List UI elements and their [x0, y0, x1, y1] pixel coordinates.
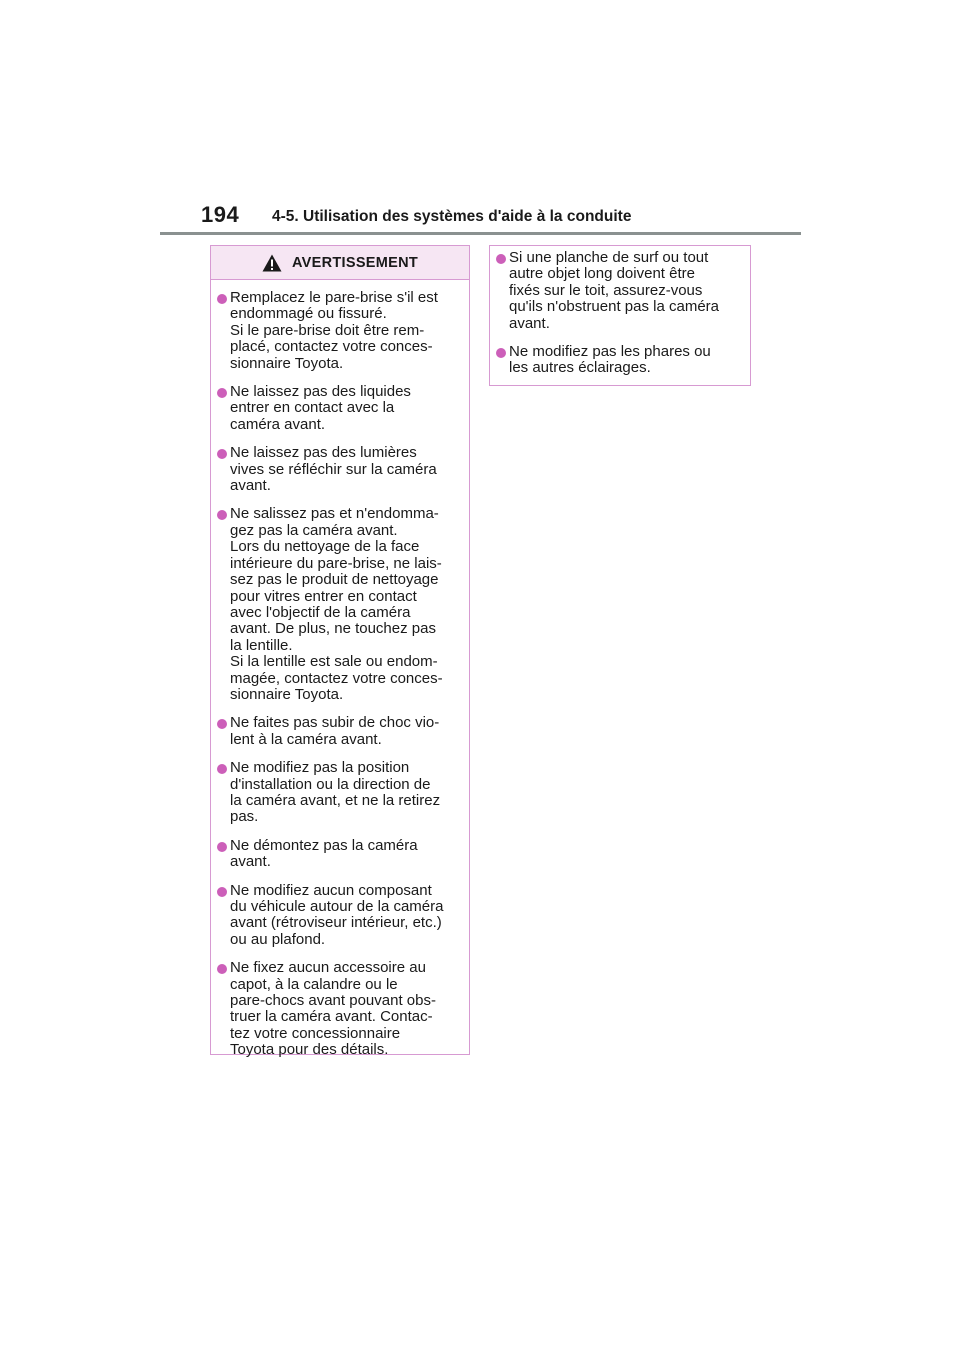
warning-box — [210, 245, 470, 1059]
item-text: Ne laissez pas des lumières vives se réfléchir sur la caméra avant. — [230, 444, 437, 495]
bullet-icon — [217, 764, 227, 774]
list-item — [217, 760, 463, 826]
list-item — [217, 883, 463, 949]
list-item — [496, 344, 744, 377]
list-item — [496, 250, 744, 332]
item-text: Si une planche de surf ou tout autre objet long doivent être fixés sur le toit, assurez-vous qu'ils n'obstruent pas la caméra avant. — [509, 249, 720, 332]
bullet-icon — [217, 294, 227, 304]
list-item — [217, 838, 463, 871]
warning-continued-box — [489, 245, 751, 386]
bullet-icon — [217, 719, 227, 729]
item-text: Ne salissez pas et n'endomma- gez pas la caméra avant. Lors du nettoyage de la face intérieure du pare-brise, ne lais- sez pas le produit de nettoyage pour vitres entrer en contact avec l'objectif de la caméra avant. De plus, ne touchez pas la lentille. Si la lentille est sale ou endom- magée, contactez votre conces- sionnaire Toyota. — [230, 505, 443, 703]
list-item — [217, 290, 463, 372]
bullet-icon — [217, 964, 227, 974]
item-text: Ne démontez pas la caméra avant. — [230, 836, 418, 871]
list-item — [217, 960, 463, 1058]
list-item — [217, 715, 463, 748]
item-text: Ne modifiez aucun composant du véhicule autour de la caméra avant (rétroviseur intérieur, etc.) ou au plafond. — [230, 881, 444, 948]
warning-triangle-icon — [262, 254, 282, 272]
list-item — [217, 445, 463, 494]
header-divider — [160, 232, 801, 235]
item-text: Ne laissez pas des liquides entrer en contact avec la caméra avant. — [230, 383, 411, 433]
item-text: Ne modifiez pas la position d'installation ou la direction de la caméra avant, et ne la retirez pas. — [230, 759, 441, 826]
bullet-icon — [217, 449, 227, 459]
bullet-icon — [217, 842, 227, 852]
warning-list — [211, 280, 469, 1059]
bullet-icon — [217, 510, 227, 520]
bullet-icon — [496, 348, 506, 358]
bullet-icon — [217, 887, 227, 897]
warning-header — [211, 246, 469, 280]
bullet-icon — [217, 388, 227, 398]
page-number: 194 — [201, 202, 240, 227]
warning-continued-list — [490, 246, 750, 377]
item-text: Ne modifiez pas les phares ou les autres éclairages. — [509, 343, 711, 377]
item-text: Ne fixez aucun accessoire au capot, à la calandre ou le pare-chocs avant pouvant obs- truer la caméra avant. Contac- tez votre concessionnaire Toyota pour des détails. — [230, 959, 436, 1059]
section-title: 4-5. Utilisation des systèmes d'aide à la conduite — [272, 208, 632, 225]
item-text: Ne faites pas subir de choc vio- lent à la caméra avant. — [230, 714, 440, 748]
item-text: Remplacez le pare-brise s'il est endommagé ou fissuré. Si le pare-brise doit être rem- placé, contactez votre conces- sionnaire Toyota. — [230, 289, 438, 372]
bullet-icon — [496, 254, 506, 264]
warning-title: AVERTISSEMENT — [291, 254, 419, 271]
list-item — [217, 506, 463, 703]
list-item — [217, 384, 463, 433]
